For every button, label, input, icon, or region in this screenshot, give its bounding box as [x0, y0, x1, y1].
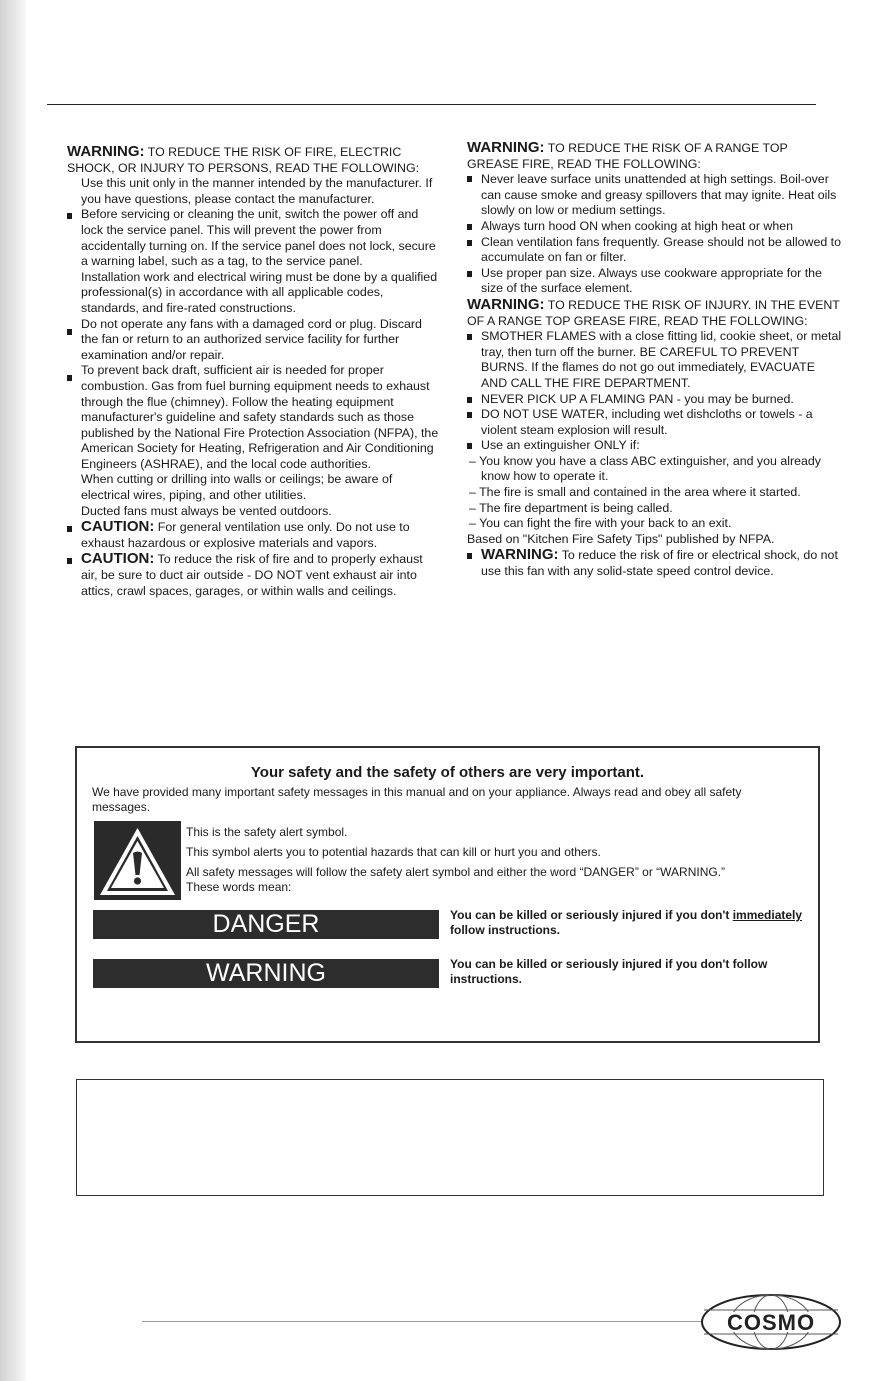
bullet-icon: [467, 176, 472, 182]
list-item: [467, 329, 842, 391]
bullet-icon: [467, 553, 472, 559]
list-item: [467, 438, 842, 454]
danger-description: [450, 908, 820, 938]
item-text: Never leave surface units unattended at high settings. Boil-over can cause smoke and greasy spillovers that may ignite. Heat oils slowly on low or medium settings.: [481, 172, 837, 218]
safety-message-box: [75, 746, 820, 1043]
bullet-icon: [67, 526, 72, 532]
caution-keyword: CAUTION:: [81, 518, 155, 536]
bullet-icon: [67, 375, 72, 381]
bullet-icon: [67, 329, 72, 335]
list-item: [467, 266, 842, 297]
alert-explanation: [186, 825, 786, 895]
right-warning-heading-1: [467, 140, 842, 172]
bullet-icon: [67, 558, 72, 564]
bullet-icon: [467, 397, 472, 403]
list-item: [67, 176, 439, 207]
alert-line: This is the safety alert symbol.: [186, 825, 348, 839]
item-text: Clean ventilation fans frequently. Grease should not be allowed to accumulate on fan or filter.: [481, 234, 842, 265]
warning-text: TO REDUCE THE RISK OF INJURY. IN THE EVENT OF A RANGE TOP GREASE FIRE, READ THE FOLLOWING:: [467, 297, 840, 328]
bullet-icon: [467, 240, 472, 246]
warning-text: TO REDUCE THE RISK OF FIRE, ELECTRIC SHOCK, OR INJURY TO PERSONS, READ THE FOLLOWING:: [67, 145, 420, 175]
cosmo-logo: [700, 1293, 842, 1351]
left-warning-heading: [67, 144, 439, 176]
footer-rule: [142, 1321, 704, 1322]
item-text: Before servicing or cleaning the unit, switch the power off and lock the service panel. This will prevent the power from accidentally turning on. If the service panel does not lock, secure a warning label, such as a tag, to the service panel.: [81, 207, 436, 269]
warning-description: You can be killed or seriously injured if you don't follow instructions.: [450, 957, 768, 986]
warning-text: To reduce the risk of fire or electrical shock, do not use this fan with any solid-state speed control device.: [481, 548, 838, 579]
list-item: [467, 219, 842, 235]
list-item: [67, 207, 439, 269]
item-text: To prevent back draft, sufficient air is needed for proper combustion. Gas from fuel burning equipment needs to exhaust through the flue (chimney). Follow the heating equipment manufacturer's guideline and safety standards such as those published by the National Fire Protection Association (NFPA), the American Society for Heating, Refrigeration and Air Conditioning Engineers (ASHRAE), and the local code authorities.: [81, 363, 439, 471]
sub-item: – The fire department is being called.: [469, 500, 673, 515]
caution-text: For general ventilation use only. Do not use to exhaust hazardous or explosive materials and vapors.: [81, 520, 410, 550]
alert-line: This symbol alerts you to potential hazards that can kill or hurt you and others.: [186, 845, 601, 859]
page-edge-shadow: [0, 0, 26, 1381]
empty-notice-box: [76, 1079, 824, 1196]
list-item: [467, 235, 842, 266]
list-item: [467, 407, 842, 438]
bullet-icon: [467, 443, 472, 449]
alert-line: These words mean:: [186, 880, 292, 894]
caution-keyword: CAUTION:: [81, 550, 155, 568]
warning-keyword: WARNING:: [481, 546, 559, 564]
warning-keyword: WARNING:: [467, 139, 545, 156]
danger-text-underlined: immediately: [732, 908, 803, 922]
danger-signal-bar: DANGER: [93, 910, 439, 939]
header-rule: [47, 104, 816, 105]
item-text: Use proper pan size. Always use cookware appropriate for the size of the surface element.: [481, 265, 822, 296]
list-item: [467, 392, 842, 408]
bullet-icon: [467, 412, 472, 418]
source-note: Based on "Kitchen Fire Safety Tips" published by NFPA.: [467, 531, 775, 546]
safety-title: Your safety and the safety of others are very important.: [250, 764, 645, 781]
bullet-icon: [467, 224, 472, 230]
list-item: [467, 172, 842, 219]
alert-line: All safety messages will follow the safety alert symbol and either the word “DANGER” or “WARNING.”: [186, 865, 726, 879]
sub-item: – You know you have a class ABC extinguisher, and you already know how to operate it.: [469, 453, 821, 484]
list-item: [67, 270, 439, 317]
item-text: Use this unit only in the manner intended by the manufacturer. If you have questions, please contact the manufacturer.: [81, 176, 433, 206]
caution-item: [67, 551, 439, 599]
list-item: [67, 472, 439, 503]
item-text: When cutting or drilling into walls or ceilings; be aware of electrical wires, piping, and other utilities.: [81, 472, 393, 503]
item-text: Always turn hood ON when cooking at high heat or when: [481, 218, 794, 233]
bullet-icon: [467, 271, 472, 277]
safety-alert-icon: [94, 821, 181, 900]
warning-text: TO REDUCE THE RISK OF A RANGE TOP GREASE FIRE, READ THE FOLLOWING:: [467, 141, 788, 171]
caution-text: To reduce the risk of fire and to properly exhaust air, be sure to duct air outside - DO NOT vent exhaust air into attics, crawl spaces, garages, or within walls and ceilings.: [81, 552, 423, 598]
logo-text: COSMO: [726, 1310, 816, 1335]
danger-text: follow instructions.: [450, 923, 560, 937]
warning-signal-bar: WARNING: [93, 959, 439, 988]
list-item: [67, 317, 439, 364]
item-text: DO NOT USE WATER, including wet dishcloths or towels - a violent steam explosion will result.: [481, 407, 813, 437]
item-text: NEVER PICK UP A FLAMING PAN - you may be burned.: [481, 391, 794, 406]
item-text: SMOTHER FLAMES with a close fitting lid, cookie sheet, or metal tray, then turn off the burner. BE CAREFUL TO PREVENT BURNS. If the flames do not go out immediately, EVACUATE AND CALL THE FIRE DEPARTMENT.: [481, 329, 842, 390]
left-column: [67, 144, 439, 599]
warning-keyword: WARNING:: [67, 143, 145, 160]
sub-item: – The fire is small and contained in the area where it started.: [469, 485, 801, 500]
danger-text: You can be killed or seriously injured if you don't: [450, 908, 733, 922]
list-item: [67, 363, 439, 472]
warning-keyword: WARNING:: [467, 295, 545, 313]
item-text: Installation work and electrical wiring must be done by a qualified professional(s) in accordance with all applicable codes, standards, and fire-rated constructions.: [81, 269, 438, 315]
caution-item: [67, 519, 439, 551]
item-text: Ducted fans must always be vented outdoors.: [81, 503, 332, 518]
safety-intro: We have provided many important safety messages in this manual and on your appliance. Always read and obey all safety messages.: [92, 785, 742, 814]
right-column: [467, 140, 842, 580]
right-warning-heading-2: [467, 297, 842, 329]
sub-item: – You can fight the fire with your back to an exit.: [469, 516, 732, 531]
item-text: Do not operate any fans with a damaged cord or plug. Discard the fan or return to an authorized service facility for further examination and/or repair.: [81, 316, 422, 362]
item-text: Use an extinguisher ONLY if:: [481, 438, 640, 453]
list-item: [67, 504, 439, 520]
bullet-icon: [67, 213, 72, 219]
warning-item: [467, 547, 842, 579]
bullet-icon: [467, 334, 472, 340]
